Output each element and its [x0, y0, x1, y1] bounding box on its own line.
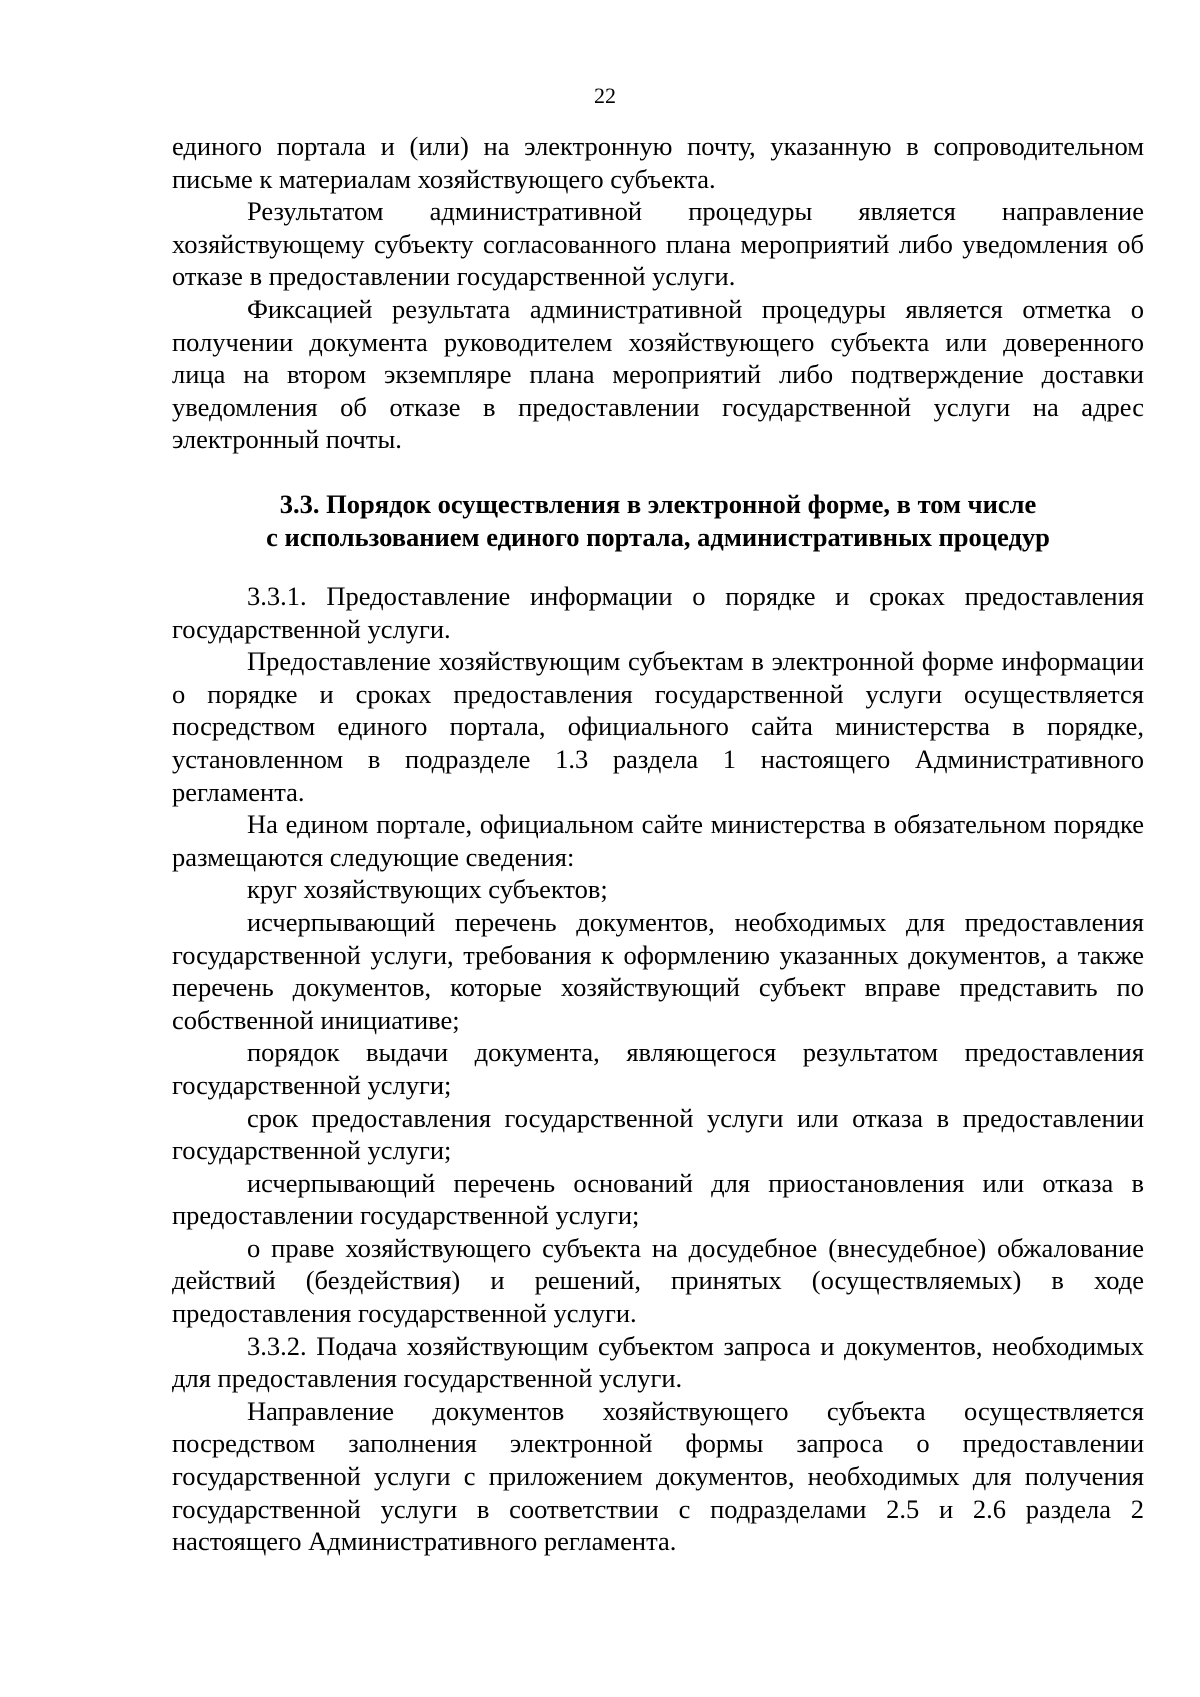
body-text-section — [172, 580, 1144, 1558]
paragraph-3-3-2: 3.3.2. Подача хозяйствующим субъектом запроса и документов, необходимых для предоставления государственной услуги. — [172, 1330, 1144, 1394]
paragraph-3-3-1: 3.3.1. Предоставление информации о порядке и сроках предоставления государственной услуги. — [172, 581, 1144, 644]
list-item-term: срок предоставления государственной услуги или отказа в предоставлении государственной услуги; — [172, 1102, 1144, 1166]
list-item-subjects: круг хозяйствующих субъектов; — [247, 874, 608, 905]
paragraph-continuation: единого портала и (или) на электронную почту, указанную в сопроводительном письме к материалам хозяйствующего субъекта. — [172, 131, 1144, 194]
list-item-grounds: исчерпывающий перечень оснований для приостановления или отказа в предоставлении государственной услуги; — [172, 1167, 1144, 1231]
paragraph-portal-info: На едином портале, официальном сайте министерства в обязательном порядке размещаются следующие сведения: — [172, 809, 1144, 872]
paragraph-result: Результатом административной процедуры является направление хозяйствующему субъекту согласованного плана мероприятий либо уведомления об отказе в предоставлении государственной услуги. — [172, 196, 1144, 292]
body-text-top — [172, 130, 1144, 456]
paragraph-info-provision: Предоставление хозяйствующим субъектам в электронной форме информации о порядке и сроках предоставления государственной услуги осуществляется посредством единого портала, официального сайта министерства в порядке, установленном в подразделе 1.3 раздела 1 настоящего Административного регламента. — [172, 646, 1144, 807]
section-heading-line-2: с использованием единого портала, административных процедур — [266, 521, 1050, 552]
list-item-issue-order: порядок выдачи документа, являющегося результатом предоставления государственной услуги; — [172, 1037, 1144, 1100]
section-heading-line-1: 3.3. Порядок осуществления в электронной форме, в том числе — [279, 489, 1037, 519]
paragraph-documents-submission: Направление документов хозяйствующего субъекта осуществляется посредством заполнения электронной формы запроса о предоставлении государственной услуги с приложением документов, необходимых для получения государственной услуги в соответствии с подразделами 2.5 и 2.6 раздела 2 настоящего Административного регламента. — [172, 1395, 1144, 1557]
paragraph-fixation: Фиксацией результата административной процедуры является отметка о получении документа руководителем хозяйствующего субъекта или доверенного лица на втором экземпляре плана мероприятий либо подтверждение доставки уведомления об отказе в предоставлении государственной услуги на адрес электронный почты. — [172, 293, 1144, 455]
section-heading — [172, 488, 1144, 553]
list-item-documents: исчерпывающий перечень документов, необходимых для предоставления государственной услуги, требования к оформлению указанных документов, а также перечень документов, которые хозяйствующий субъект вправе представить по собственной инициативе; — [172, 906, 1144, 1035]
page-number: 22 — [594, 83, 616, 108]
list-item-appeal-right: о праве хозяйствующего субъекта на досудебное (внесудебное) обжалование действий (бездействия) и решений, принятых (осуществляемых) в ходе предоставления государственной услуги. — [172, 1232, 1144, 1329]
